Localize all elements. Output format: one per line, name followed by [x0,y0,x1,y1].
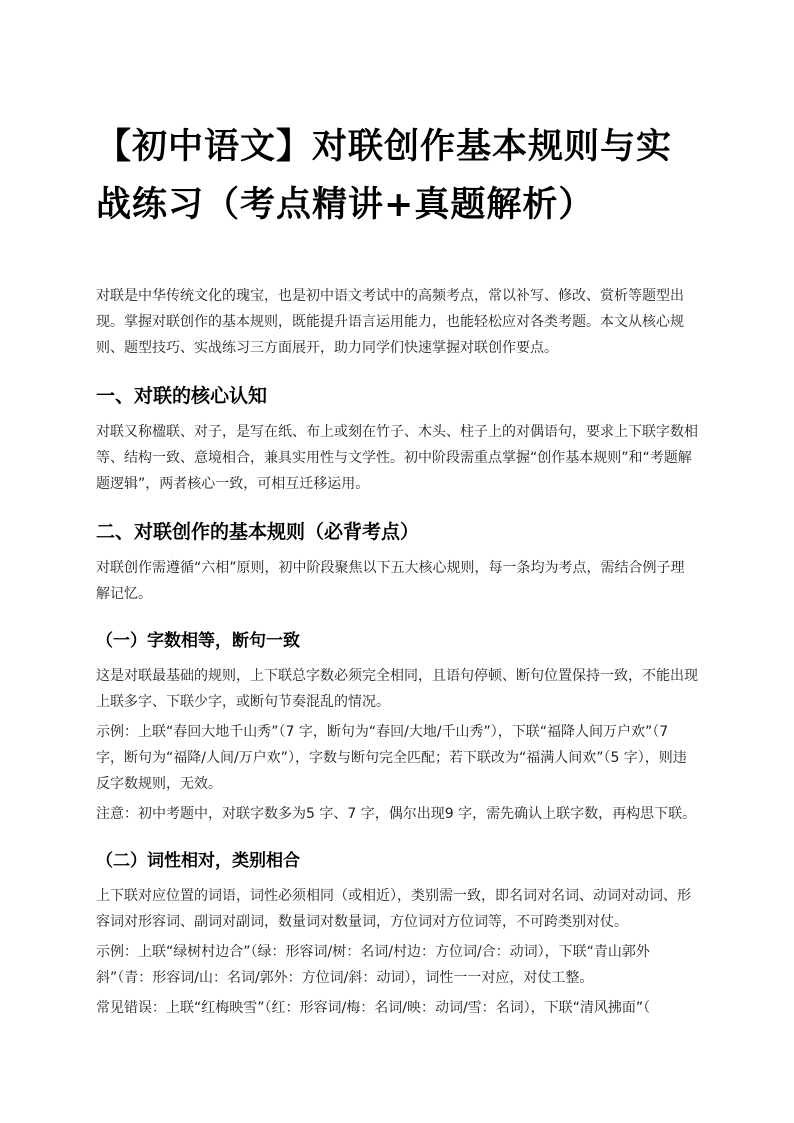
page-title: 【初中语文】对联创作基本规则与实战练习（考点精讲+真题解析） [96,127,673,225]
intro-paragraph: 对联是中华传统文化的瑰宝，也是初中语文考试中的高频考点，常以补写、修改、赏析等题型出现。掌握对联创作的基本规则，既能提升语言运用能力，也能轻松应对各类考题。本文从核心规则、题型技巧、实战练习三方面展开，助力同学们快速掌握对联创作要点。 [96,288,684,356]
rule-word-count-note: 注意：初中考题中，对联字数多为5 字、7 字，偶尔出现9 字，需先确认上联字数，再构思下联。 [96,806,697,822]
rule-heading-part-of-speech: （二）词性相对，类别相合 [96,851,300,871]
section-heading-core: 一、对联的核心认知 [96,385,268,407]
rule-part-of-speech-error: 常见错误：上联“红梅映雪”（红：形容词/梅：名词/映：动词/雪：名词），下联“清风拂面”（ [96,1000,651,1016]
rule-word-count-example: 示例：上联“春回大地千山秀”（7 字，断句为“春回/大地/千山秀”），下联“福降人间万户欢”（7 字，断句为“福降/人间/万户欢”），字数与断句完全匹配；若下联改为“福满人间欢”（5 字），则违反字数规则，无效。 [96,724,687,792]
section-heading-rules: 二、对联创作的基本规则（必背考点） [96,521,420,543]
rule-word-count-paragraph: 这是对联最基础的规则，上下联总字数必须完全相同，且语句停顿、断句位置保持一致，不能出现上联多字、下联少字，或断句节奏混乱的情况。 [96,668,698,710]
section-core-paragraph: 对联又称楹联、对子，是写在纸、布上或刻在竹子、木头、柱子上的对偶语句，要求上下联字数相等、结构一致、意境相合，兼具实用性与文学性。初中阶段需重点掌握“创作基本规则”和“考题解题逻辑”，两者核心一致，可相互迁移运用。 [96,424,698,492]
rule-part-of-speech-paragraph: 上下联对应位置的词语，词性必须相同（或相近），类别需一致，即名词对名词、动词对动词、形容词对形容词、副词对副词，数量词对数量词，方位词对方位词等，不可跨类别对仗。 [96,888,691,930]
section-rules-paragraph: 对联创作需遵循“六相”原则，初中阶段聚焦以下五大核心规则，每一条均为考点，需结合例子理解记忆。 [96,560,685,602]
rule-part-of-speech-example: 示例：上联“绿树村边合”（绿：形容词/树：名词/村边：方位词/合：动词），下联“青山郭外斜”（青：形容词/山：名词/郭外：方位词/斜：动词），词性一一对应，对仗工整。 [96,944,650,986]
rule-heading-word-count: （一）字数相等，断句一致 [96,631,300,651]
